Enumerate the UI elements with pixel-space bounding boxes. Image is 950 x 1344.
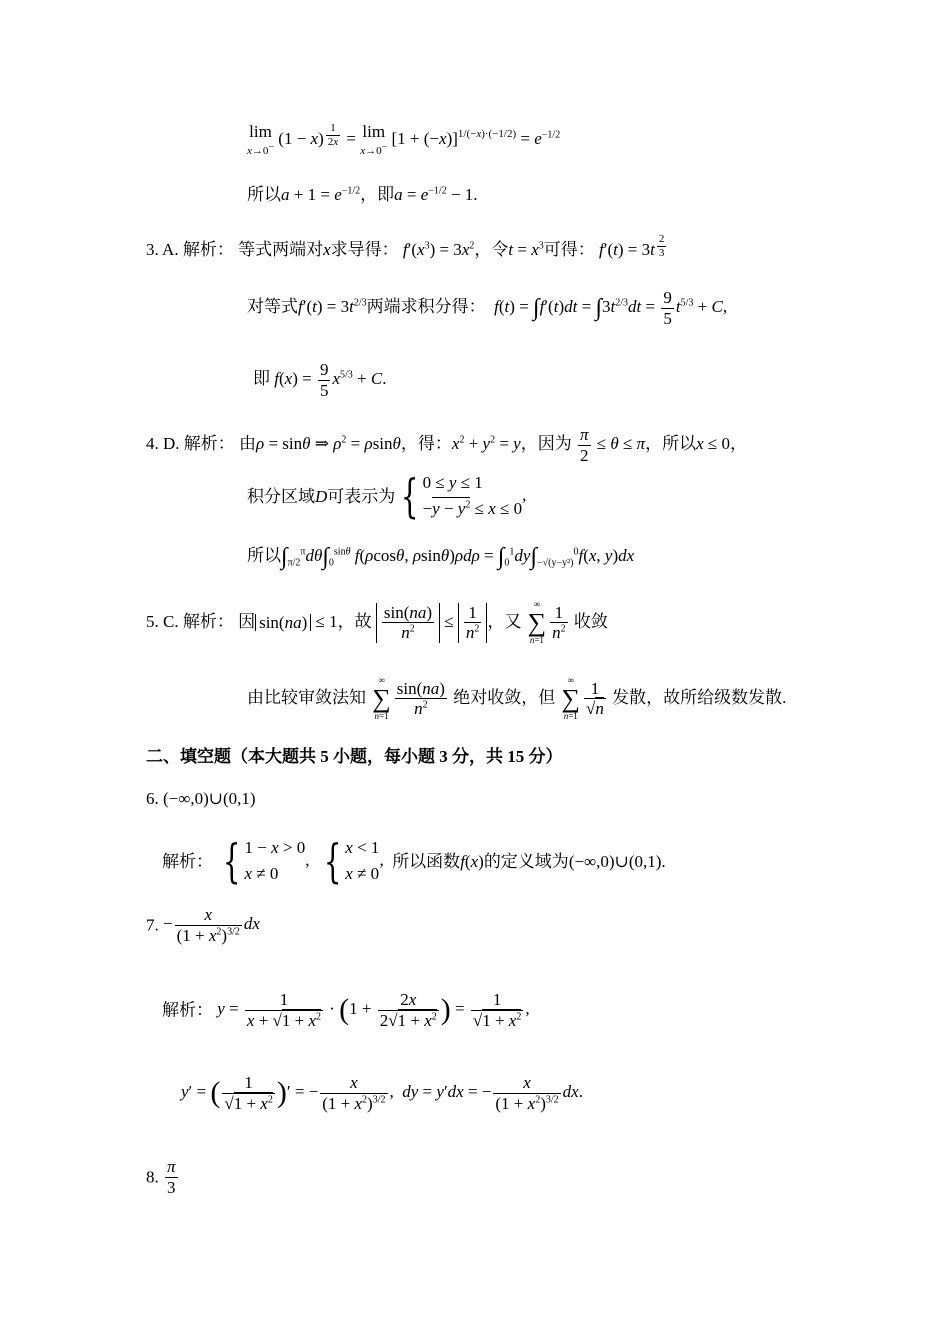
problem-4-line3: 所以$\int_{\pi/2}^\pi d\theta\int_0^{sin\theta}$ f(ρcosθ, $\rho\sin\theta)\rho d\rho = \int_0^1dy\int_{-√(y-y^2)}^0f(x$, y)dx: [247, 544, 635, 570]
problem-4-line2: 积分区域D可表示为 { 0 ≤ y ≤ 1 $-y - y^2 \le x \le 0$,: [247, 469, 527, 524]
section-2-heading: 二、填空题（本大题共 5 小题，每小题 3 分，共 15 分）: [146, 747, 563, 766]
question-6-explanation: 解析： { 1 − x > 0 x ≠ 0, { x < 1 x ≠ 0, 所以函数f(x)的定义域为(−∞,0)∪(0,1).: [162, 834, 666, 889]
problem-5-line1: 5. C. 解析： 因 sin(na) ≤ 1，故 $\frac{\sin(na)}{n^2}$ ≤ $\frac{1}{n^2}$ ，又 ∞ ∑ n=1 $\frac{1}{n^2}$ 收敛: [146, 599, 608, 645]
limit-conclusion: 所以$a + 1 = e^{-1/2}$，即$a = e^{-1/2} - 1$.: [247, 185, 478, 204]
question-7-answer: 7. − $\frac{x}{(1 + x^2)^{3/2}}$ dx: [146, 905, 260, 945]
problem-4-line1: 4. D. 解析： 由ρ = sinθ ⇒ $\rho^2 = \rho\sin\theta$，得：$x^2 + y^2 = y$，因为 $\frac{\pi}{2}$ ≤ θ ≤ π，所以x ≤ 0，: [146, 425, 747, 465]
question-7-explanation-line2: y′ = ( $\frac{1}{√1 + x^2}$ )′ = − $\frac{x}{(1 + x^2)^{3/2}}$ , dy = y′dx = − $\frac{x}{(1 + x^2)^{3/2}}$ dx.: [181, 1073, 583, 1113]
limit-formula: lim x→0− (1 − x) $^{\frac{1}{2x}}$ = lim x→0− $[1 + (-x)]^{1/(-x)\cdot(-1/2)} = e^{-1/2}$: [247, 122, 561, 158]
problem-5-line2: 由比较审敛法知 ∞ ∑ n=1 $\frac{\sin(na)}{n^2}$ 绝对收敛，但 ∞ ∑ n=1 $\frac{1}{√n}$ 发散，故所给级数发散.: [247, 675, 787, 721]
question-8-answer: 8. $\frac{\pi}{3}$: [146, 1157, 176, 1197]
problem-3-line1: 3. A. 解析： 等式两端对x求导得： $f'(x^3) = 3x^2$，令$t = x^3$可得： f′(t) = 3t $^{\frac{2}{3}}$: [146, 233, 665, 260]
question-7-explanation-line1: 解析： y = $\frac{1}{x + √1 + x^2}$ · (1 + $\frac{2x}{2√1 + x^2}$ ) = $\frac{1}{√1 + x^2}$ ,: [162, 990, 530, 1030]
question-6-answer: 6. (−∞,0)∪(0,1): [146, 789, 256, 808]
problem-3-line2: 对等式$f'(t) = 3t^{2/3}$两端求积分得： $f(t) = \int f'(t)dt = \int 3t^{2/3}dt$ = $\frac{9}{5}$ $t^{5/3} + C$,: [247, 288, 728, 328]
problem-3-line3: 即 f(x) = $\frac{9}{5}$ $x^{5/3} + C$.: [253, 360, 387, 400]
